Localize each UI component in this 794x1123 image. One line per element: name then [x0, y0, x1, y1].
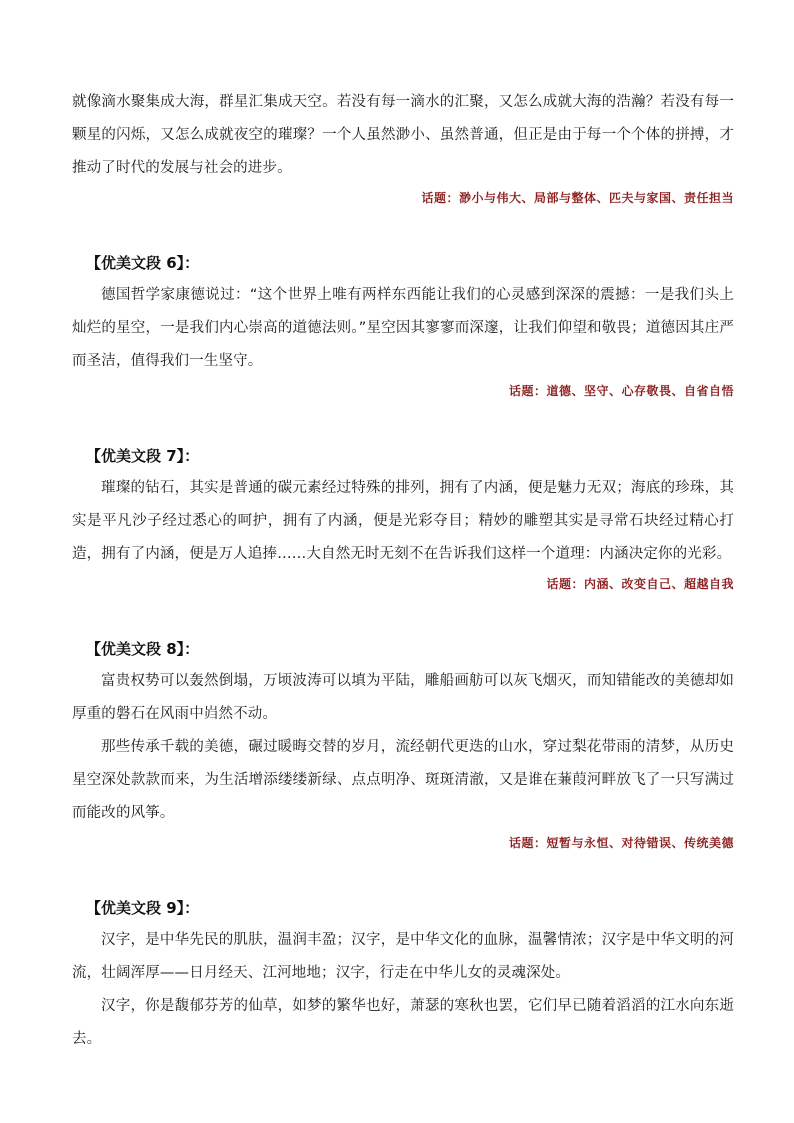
section-title: 【优美文段 9】： [86, 899, 200, 917]
section-topic: 话题：内涵、改变自己、超越自我 [546, 577, 734, 591]
section-8 [72, 635, 734, 854]
section-paragraph: 那些传承千载的美德，碾过暖晦交替的岁月，流经朝代更迭的山水，穿过梨花带雨的清梦，从历史星空深处款款而来，为生活增添缕缕新绿、点点明净、斑斑清澈，又是谁在蒹葭河畔放飞了一只写满过而能改的风筝。 [72, 739, 734, 821]
section-title: 【优美文段 6】： [86, 254, 200, 272]
section-7 [72, 442, 734, 595]
section-title: 【优美文段 8】： [86, 640, 200, 658]
section-paragraph: 德国哲学家康德说过：“这个世界上唯有两样东西能让我们的心灵感到深深的震撼：一是我们头上灿烂的星空，一是我们内心崇高的道德法则。”星空因其寥寥而深邃，让我们仰望和敬畏；道德因其庄严而圣洁，值得我们一生坚守。 [72, 287, 734, 369]
intro-paragraph: 就像滴水聚集成大海，群星汇集成天空。若没有每一滴水的汇聚，又怎么成就大海的浩瀚？若没有每一颗星的闪烁，又怎么成就夜空的璀璨？一个人虽然渺小、虽然普通，但正是由于每一个个体的拼搏，才推动了时代的发展与社会的进步。 [72, 94, 734, 176]
section-paragraph: 璀璨的钻石，其实是普通的碳元素经过特殊的排列，拥有了内涵，便是魅力无双；海底的珍珠，其实是平凡沙子经过悉心的呵护，拥有了内涵，便是光彩夺目；精妙的雕塑其实是寻常石块经过精心打造，拥有了内涵，便是万人追捧……大自然无时无刻不在告诉我们这样一个道理：内涵决定你的光彩。 [72, 480, 734, 562]
intro-topic: 话题：渺小与伟大、局部与整体、匹夫与家国、责任担当 [421, 191, 734, 205]
section-paragraph: 汉字，是中华先民的肌肤，温润丰盈；汉字，是中华文化的血脉，温馨情浓；汉字是中华文明的河流，壮阔浑厚——日月经天、江河地地；汉字，行走在中华儿女的灵魂深处。 [72, 932, 734, 981]
document-page [72, 86, 734, 1056]
section-9 [72, 894, 734, 1056]
section-paragraph: 富贵权势可以轰然倒塌，万顷波涛可以填为平陆，雕船画舫可以灰飞烟灭，而知错能改的美德却如厚重的磐石在风雨中岿然不动。 [72, 673, 734, 722]
section-title: 【优美文段 7】： [86, 447, 200, 465]
section-topic: 话题：短暂与永恒、对待错误、传统美德 [508, 836, 734, 850]
section-paragraph: 汉字，你是馥郁芬芳的仙草，如梦的繁华也好，萧瑟的寒秋也罢，它们早已随着滔滔的江水向东逝去。 [72, 998, 734, 1047]
section-topic: 话题：道德、坚守、心存敬畏、自省自悟 [508, 384, 734, 398]
section-6 [72, 249, 734, 402]
